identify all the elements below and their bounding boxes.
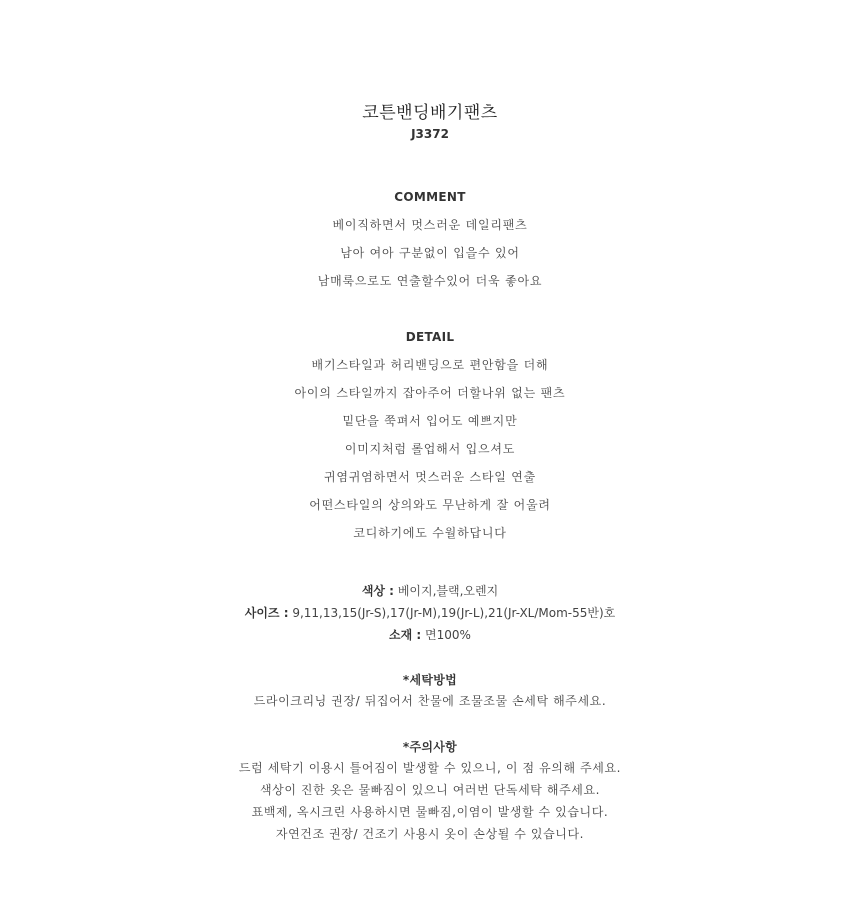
detail-line: 배기스타일과 허리밴딩으로 편안함을 더해 <box>311 358 549 372</box>
detail-section <box>0 330 860 554</box>
material-value: 면100% <box>425 628 471 642</box>
detail-line: 이미지처럼 롤업해서 입으셔도 <box>344 442 516 456</box>
material-row <box>0 628 860 650</box>
caution-line: 자연건조 권장/ 건조기 사용시 옷이 손상될 수 있습니다. <box>275 827 585 841</box>
caution-section <box>0 740 860 849</box>
size-row <box>0 606 860 628</box>
comment-section <box>0 190 860 302</box>
detail-line: 아이의 스타일까지 잡아주어 더할나위 없는 팬츠 <box>294 386 566 400</box>
comment-line: 남아 여아 구분없이 입을수 있어 <box>340 246 520 260</box>
size-label: 사이즈 : <box>244 606 289 620</box>
product-code: J3372 <box>411 127 449 141</box>
wash-line: 드라이크리닝 권장/ 뒤집어서 찬물에 조물조물 손세탁 해주세요. <box>253 694 607 708</box>
color-row <box>0 584 860 606</box>
comment-line: 베이직하면서 멋스러운 데일리팬츠 <box>332 218 528 232</box>
color-value: 베이지,블랙,오렌지 <box>397 584 499 598</box>
detail-line: 귀염귀염하면서 멋스러운 스타일 연출 <box>323 470 537 484</box>
detail-line: 어떤스타일의 상의와도 무난하게 잘 어울려 <box>309 498 551 512</box>
comment-line: 남매룩으로도 연출할수있어 더욱 좋아요 <box>317 274 543 288</box>
color-label: 색상 : <box>361 584 394 598</box>
detail-line: 코디하기에도 수월하답니다 <box>353 526 507 540</box>
size-value: 9,11,13,15(Jr-S),17(Jr-M),19(Jr-L),21(Jr-XL/Mom-55반)호 <box>292 606 616 620</box>
comment-heading: COMMENT <box>394 190 466 204</box>
caution-line: 표백제, 옥시크린 사용하시면 물빠짐,이염이 발생할 수 있습니다. <box>251 805 609 819</box>
caution-line: 색상이 진한 옷은 물빠짐이 있으니 여러번 단독세탁 해주세요. <box>259 783 601 797</box>
detail-line: 밑단을 쭉펴서 입어도 예쁘지만 <box>342 414 518 428</box>
spec-section <box>0 584 860 650</box>
caution-line: 드럼 세탁기 이용시 틀어짐이 발생할 수 있으니, 이 점 유의해 주세요. <box>238 761 622 775</box>
caution-heading: *주의사항 <box>402 740 458 754</box>
wash-section <box>0 673 860 716</box>
detail-heading: DETAIL <box>405 330 455 344</box>
product-title: 코튼밴딩배기팬츠 <box>362 103 498 123</box>
material-label: 소재 : <box>389 628 422 642</box>
wash-heading: *세탁방법 <box>402 673 458 687</box>
